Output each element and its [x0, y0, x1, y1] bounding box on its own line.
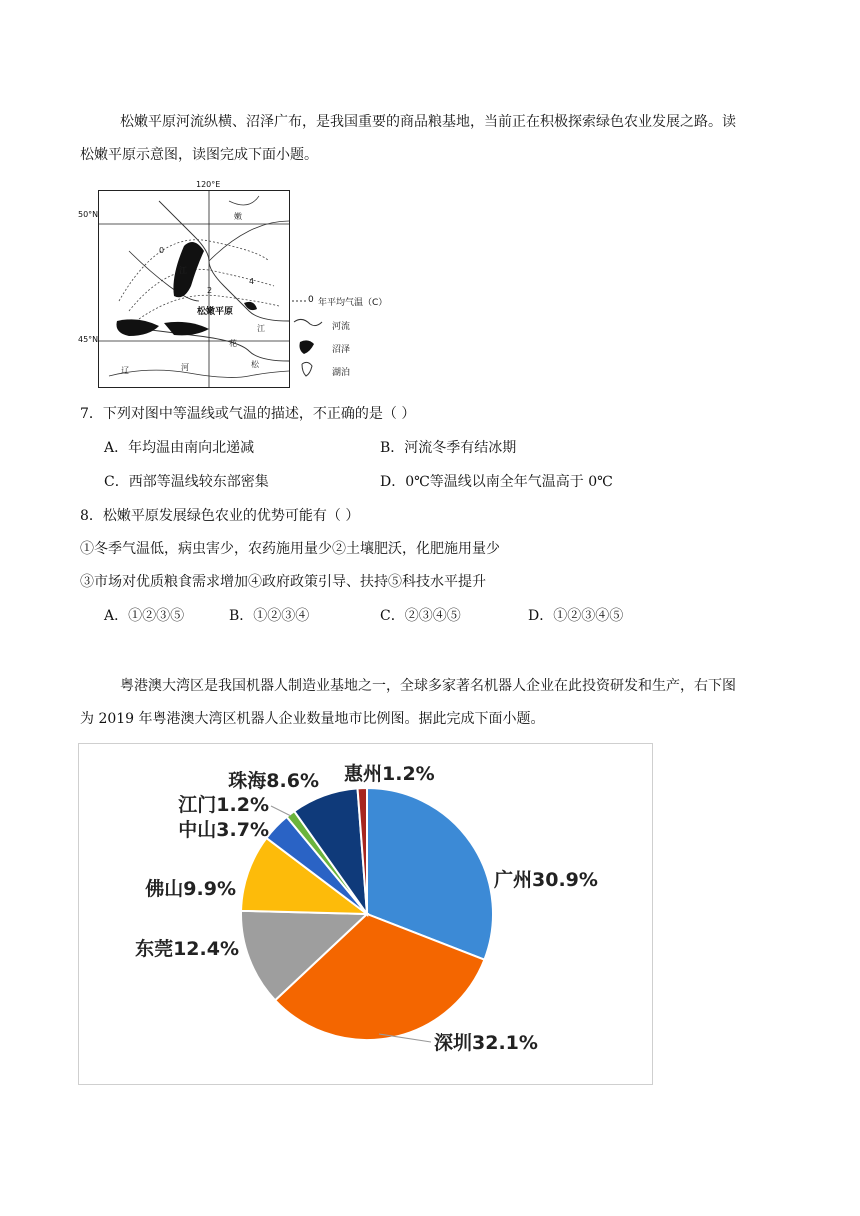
q7-stem: 7．下列对图中等温线或气温的描述，不正确的是（ ）	[80, 406, 416, 422]
map-drawing	[99, 191, 289, 387]
pie-label-1: 广州30.9%	[494, 869, 598, 891]
legend-iso-prefix: 0	[308, 295, 314, 305]
map-lon-top: 120°E	[196, 180, 221, 189]
map-char-hua: 花	[229, 339, 237, 348]
legend-river: 河流	[332, 322, 351, 332]
legend-isotherm: 年平均气温（C）	[318, 298, 388, 308]
q7-option-c: C．西部等温线较东部密集	[104, 474, 269, 490]
legend-lake: 湖泊	[332, 368, 351, 378]
pie-chart-frame	[78, 743, 653, 1085]
q8-stem: 8．松嫩平原发展绿色农业的优势可能有（ ）	[80, 508, 360, 524]
map-char-he: 河	[181, 363, 189, 372]
legend-swamp: 沼泽	[332, 345, 351, 355]
q8-line2: ③市场对优质粮食需求增加④政府政策引导、扶持⑤科技水平提升	[80, 574, 486, 590]
pie-label-4: 佛山9.9%	[145, 878, 236, 900]
pie-label-7: 珠海8.6%	[228, 770, 319, 792]
map-plain-label: 松嫩平原	[197, 307, 234, 317]
pie-leader-line-6	[271, 806, 291, 816]
q7-option-b: B．河流冬季有结冰期	[380, 440, 517, 456]
map-char-jiang1: 江	[179, 266, 187, 275]
q7-option-d: D．0℃等温线以南全年气温高于 0℃	[380, 474, 613, 490]
q8-option-a: A．①②③⑤	[104, 608, 185, 624]
pie-label-5: 中山3.7%	[178, 819, 269, 841]
map-legend	[292, 292, 422, 382]
pie-label-8: 惠州1.2%	[344, 763, 435, 785]
map-char-nen: 嫩	[234, 212, 242, 221]
map-iso-4: 4	[249, 277, 255, 286]
pie-label-3: 东莞12.4%	[135, 938, 239, 960]
map-lat-bottom: 45°N	[78, 335, 99, 344]
map-iso-0: 0	[159, 246, 165, 255]
q8-line1: ①冬季气温低，病虫害少，农药施用量少②土壤肥沃，化肥施用量少	[80, 541, 500, 557]
pie-label-6: 江门1.2%	[178, 794, 269, 816]
map-char-jiang2: 江	[257, 324, 265, 333]
intro2-line2: 为 2019 年粤港澳大湾区机器人企业数量地市比例图。据此完成下面小题。	[80, 711, 545, 727]
pie-chart	[79, 744, 652, 1084]
intro2-line1: 粤港澳大湾区是我国机器人制造业基地之一，全球多家著名机器人企业在此投资研发和生产，右下图	[120, 678, 736, 694]
q7-option-a: A．年均温由南向北递减	[104, 440, 255, 456]
q8-option-c: C．②③④⑤	[380, 608, 461, 624]
intro1-line1: 松嫩平原河流纵横、沼泽广布，是我国重要的商品粮基地，当前正在积极探索绿色农业发展之路。读	[120, 114, 736, 130]
map-char-song: 松	[251, 360, 259, 369]
q8-option-d: D．①②③④⑤	[528, 608, 624, 624]
songnen-plain-map	[98, 190, 290, 388]
map-char-liao: 辽	[121, 366, 129, 375]
pie-label-2: 深圳32.1%	[434, 1032, 538, 1054]
map-iso-2: 2	[207, 286, 213, 295]
map-lat-top: 50°N	[78, 210, 99, 219]
q8-option-b: B．①②③④	[229, 608, 310, 624]
intro1-line2: 松嫩平原示意图，读图完成下面小题。	[80, 147, 318, 163]
